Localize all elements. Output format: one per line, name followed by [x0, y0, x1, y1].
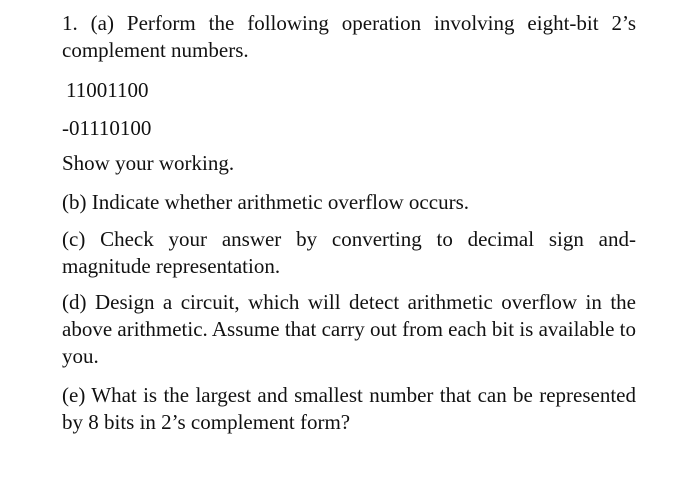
- question-part-d: (d) Design a circuit, which will detect arithmetic overflow in the above arithmetic. Assume that carry out from each bit is available to you.: [62, 290, 636, 368]
- question-intro: 1. (a) Perform the following operation involving eight-bit 2’s complement numbers.: [62, 11, 636, 62]
- operand-1: 11001100: [66, 78, 149, 102]
- show-working-text: Show your working.: [62, 151, 235, 175]
- question-part-b: (b) Indicate whether arithmetic overflow occurs.: [62, 190, 469, 214]
- operand-2: -01110100: [62, 116, 152, 140]
- question-part-e: (e) What is the largest and smallest number that can be represented by 8 bits in 2’s complement form?: [62, 383, 636, 434]
- question-part-c: (c) Check your answer by converting to decimal sign and-magnitude representation.: [62, 227, 636, 278]
